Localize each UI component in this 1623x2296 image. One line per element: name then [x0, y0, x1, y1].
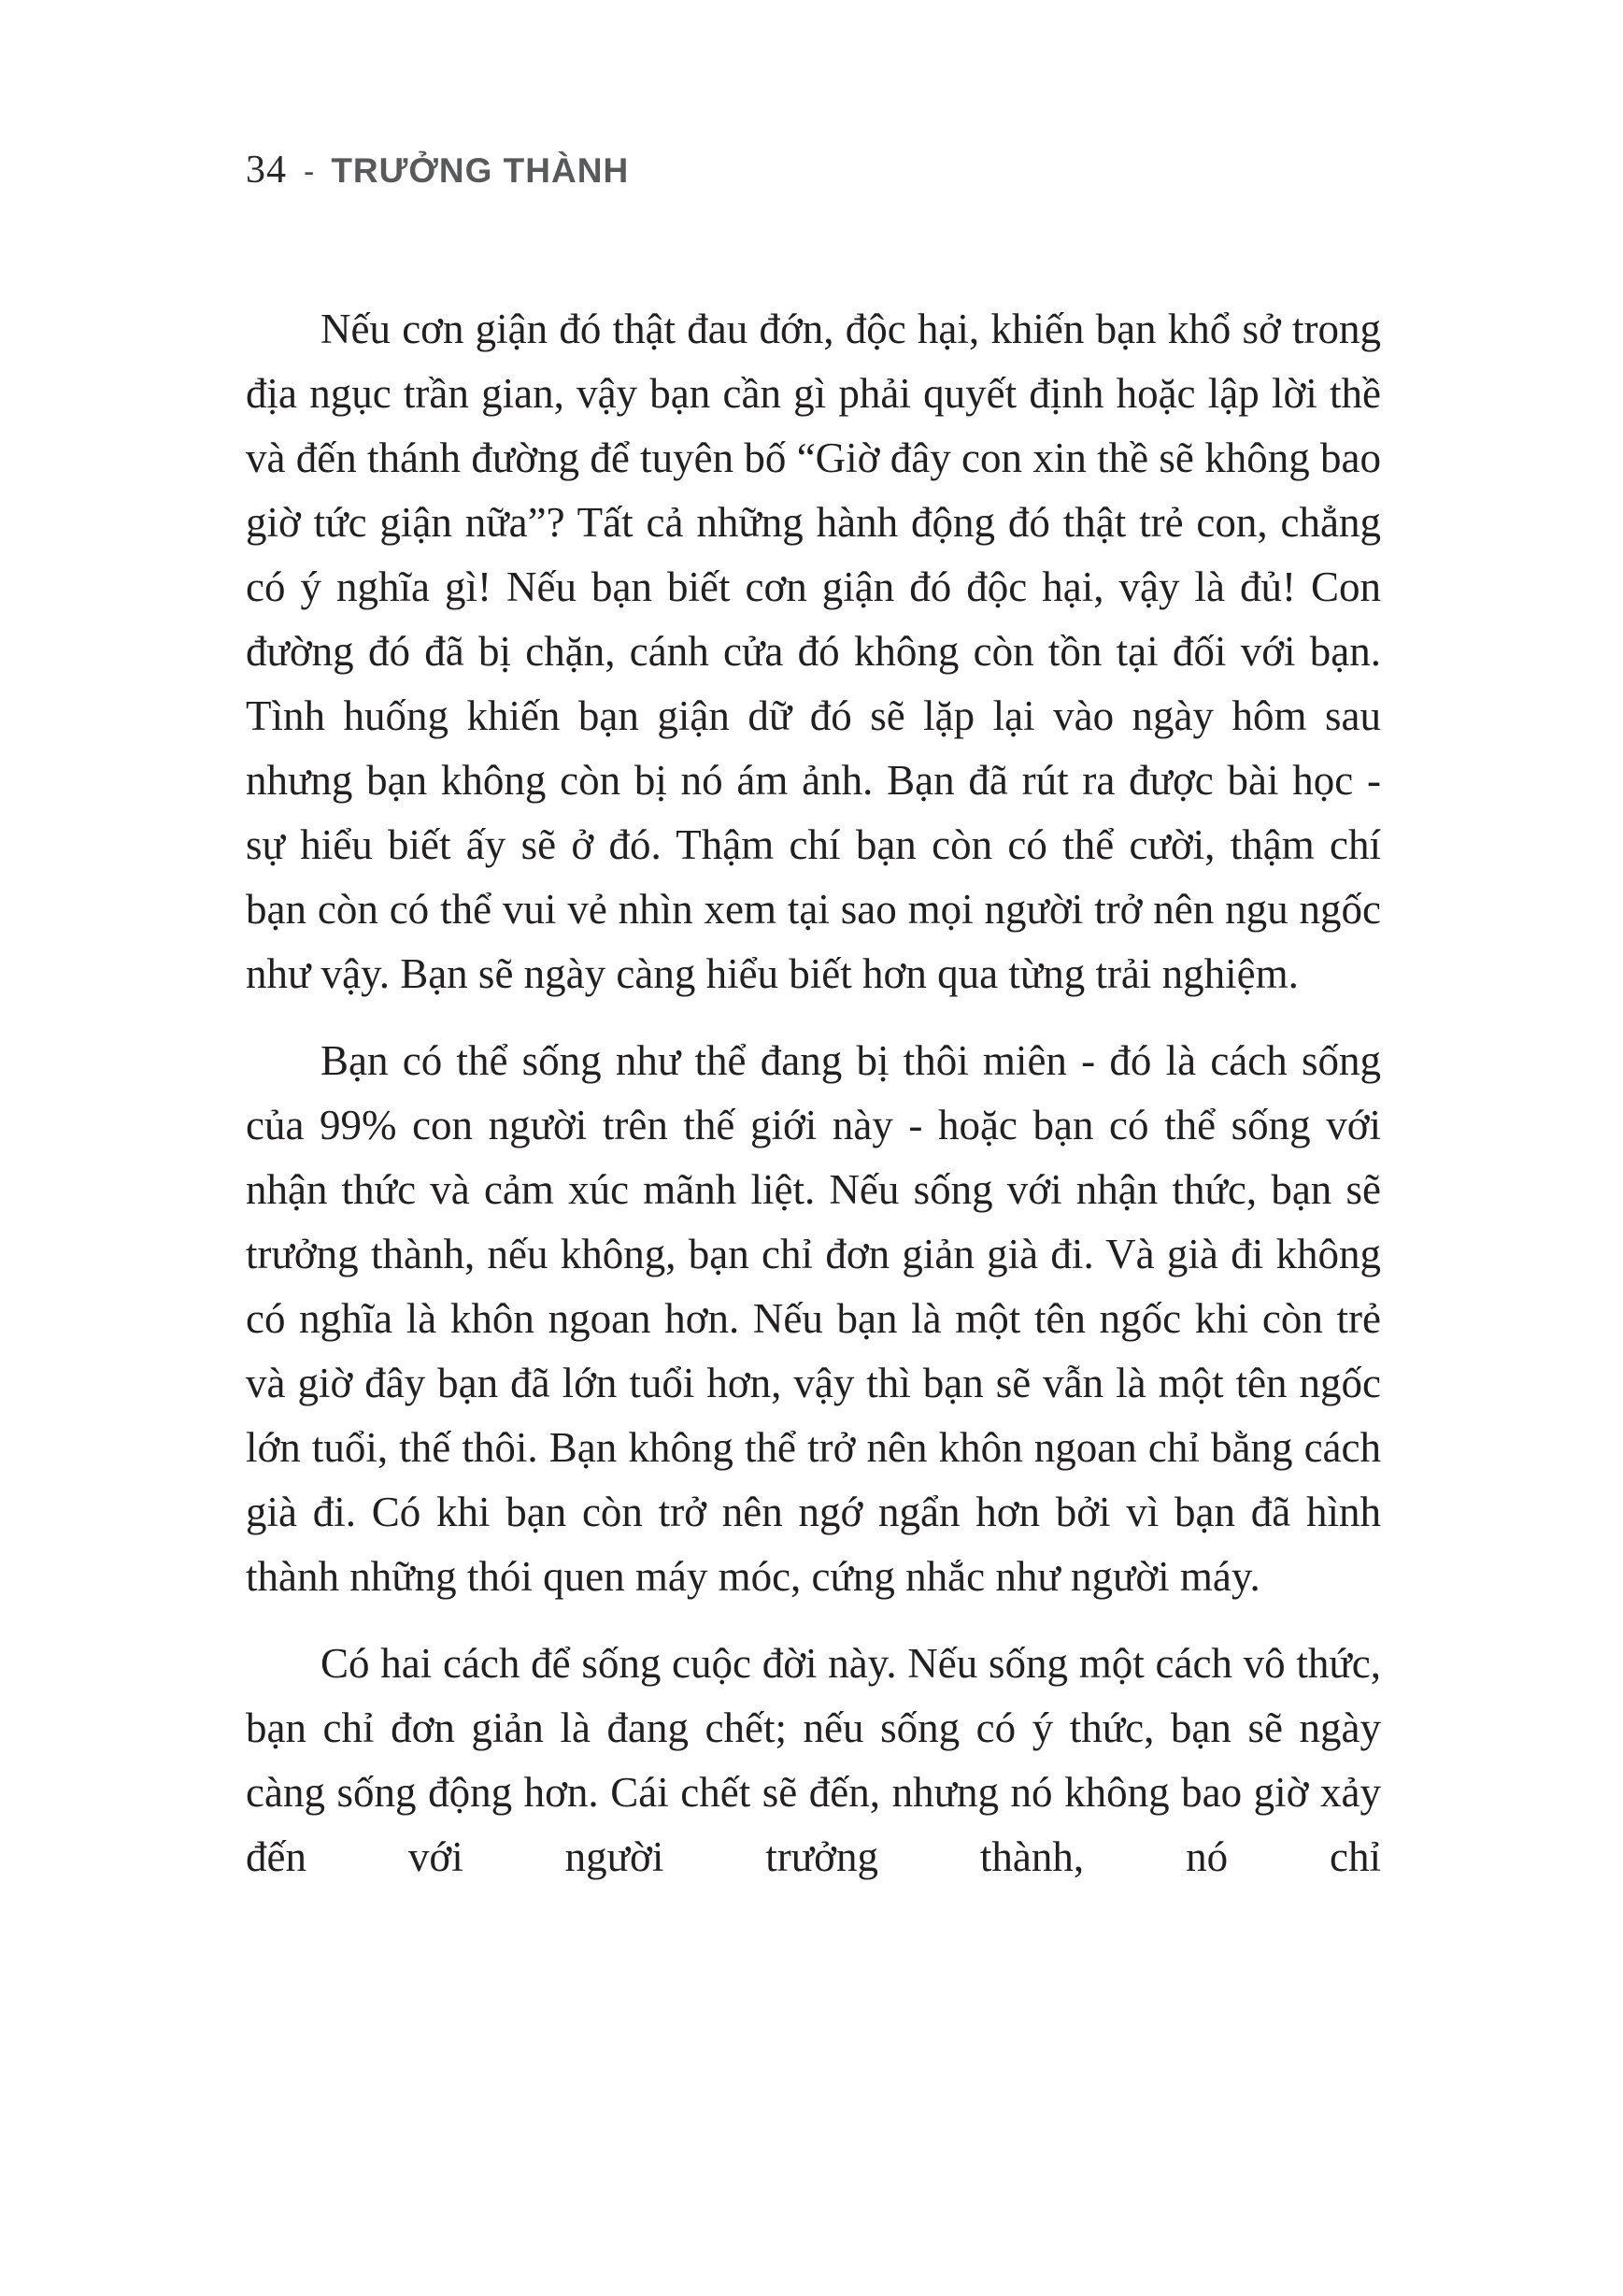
paragraph-2: Bạn có thể sống như thể đang bị thôi miên - đó là cách sống của 99% con người trên thế giới này - hoặc bạn có thể sống với nhận thức và cảm xúc mãnh liệt. Nếu sống với nhận thức, bạn sẽ trưởng thành, nếu không, bạn chỉ đơn giản già đi. Và già đi không có nghĩa là khôn ngoan hơn. Nếu bạn là một tên ngốc khi còn trẻ và giờ đây bạn đã lớn tuổi hơn, vậy thì bạn sẽ vẫn là một tên ngốc lớn tuổi, thế thôi. Bạn không thể trở nên khôn ngoan chỉ bằng cách già đi. Có khi bạn còn trở nên ngớ ngẩn hơn bởi vì bạn đã hình thành những thói quen máy móc, cứng nhắc như người máy.	[246, 1037, 1381, 1600]
header-separator: -	[304, 154, 315, 190]
page-number: 34	[246, 149, 287, 192]
paragraph-3: Có hai cách để sống cuộc đời này. Nếu sống một cách vô thức, bạn chỉ đơn giản là đang chết; nếu sống có ý thức, bạn sẽ ngày càng sống động hơn. Cái chết sẽ đến, nhưng nó không bao giờ xảy đến với người trưởng thành, nó chỉ	[246, 1640, 1381, 1880]
page-header	[246, 148, 629, 193]
chapter-title: TRƯỞNG THÀNH	[331, 151, 630, 190]
body-text	[246, 297, 1381, 1890]
paragraph-1: Nếu cơn giận đó thật đau đớn, độc hại, khiến bạn khổ sở trong địa ngục trần gian, vậy bạn cần gì phải quyết định hoặc lập lời thề và đến thánh đường để tuyên bố “Giờ đây con xin thề sẽ không bao giờ tức giận nữa”? Tất cả những hành động đó thật trẻ con, chẳng có ý nghĩa gì! Nếu bạn biết cơn giận đó độc hại, vậy là đủ! Con đường đó đã bị chặn, cánh cửa đó không còn tồn tại đối với bạn. Tình huống khiến bạn giận dữ đó sẽ lặp lại vào ngày hôm sau nhưng bạn không còn bị nó ám ảnh. Bạn đã rút ra được bài học - sự hiểu biết ấy sẽ ở đó. Thậm chí bạn còn có thể cười, thậm chí bạn còn có thể vui vẻ nhìn xem tại sao mọi người trở nên ngu ngốc như vậy. Bạn sẽ ngày càng hiểu biết hơn qua từng trải nghiệm.	[246, 306, 1381, 997]
